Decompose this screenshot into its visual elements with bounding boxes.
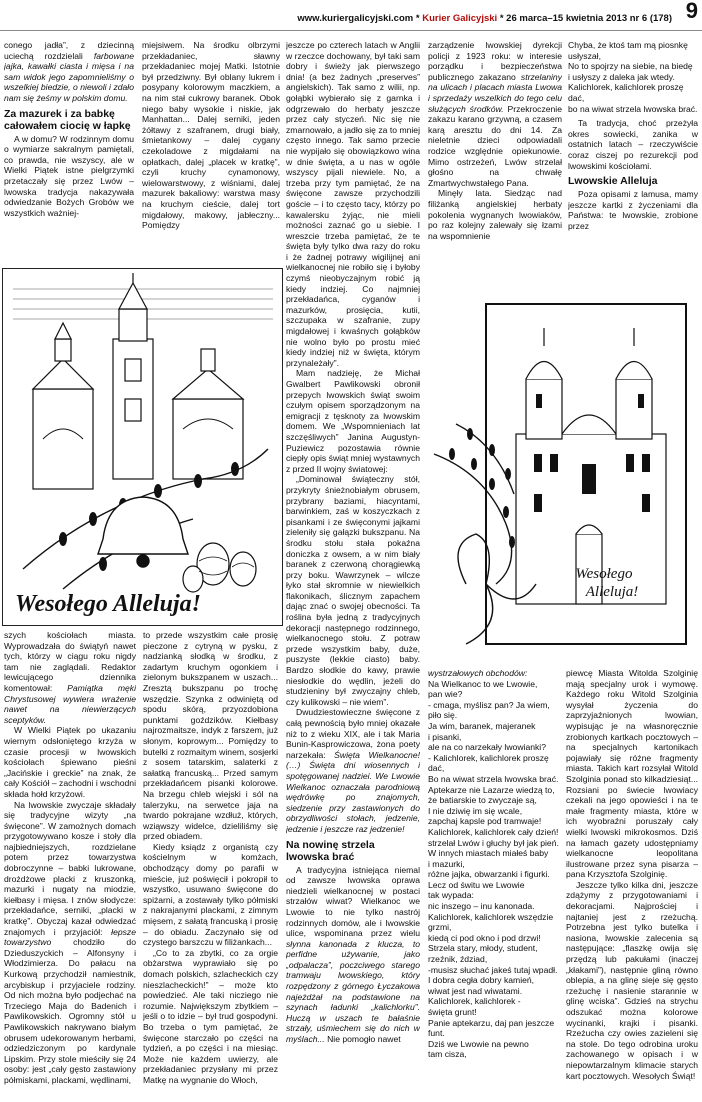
- illustration-caption: Wesołego Alleluja!: [15, 591, 201, 617]
- text: Na lwowskie zwyczaje składały się tradycyjne wizyty „na święcone”. W zamożnych domach przygotowywano kosze i stoły dla najbiedniejszych, rozdzielane potem przez towarzystwa dobroczynne – babki lukrowane, drożdżowe placki z kruszonką, mazurki i nugaty na miodzie, kiełbasy i mięsa. I znów słodycze: przekładańce, serniki, „placki w kratkę”. Obyczaj kazał odwiedzać znajomych i przyjaciół:: [4, 799, 136, 937]
- header-sep: *: [413, 13, 423, 24]
- paragraph: Ta tradycja, choć przeżyła okres sowiecki, zanika w ostatnich latach – rzeczywiście coraz ciszej po rezurekcji pod lwowskimi kościołami.: [568, 118, 698, 171]
- paragraph: [4, 800, 136, 1086]
- issue-info: * 26 marca–15 kwietnia 2013 nr 6 (178): [497, 13, 672, 24]
- easter-card-illustration-right: [426, 284, 698, 664]
- poem-verse: Na Wielkanoc to we Lwowie, pan wie? - cmaga, myślisz pan? Ja wiem, piło się. Ja wim, baranek, majeranek i pisanki, ale na co narzekały lwowianki? - Kalichlorek, kalichlorek proszę dać, Bo na wiwat strzela lwowska brać. Aptekarze nie Lazarze wiedzą to, że batiarskie to zwyczaje są, I nie dziwię im się wcale, zapchaj kapsle pod tramwaje! Kalichlorek, kalichlorek cały dzień! strzelał Lwów i głuchy był jak pień. W innych miastach miałeś baby i mazurki, różne jajka, obwarzanki i figurki. Lecz od świtu we Lwowie tak wypada: nic inszego – inu kanonada. Kalichlorek, kalichlorek wszędzie grzmi, kiedą ci pod okno i pod drzwi! Strzela stary, młody, student, rzeźnik, ździad, -musisz słuchać jakeś tutaj wpadł. I dobra cegła dobry kamień, wiwat jest nad wiwatami. Kalichlorek, kalichlorek - święta grunt! Panie aptekarzu, daj pan jeszcze funt. Dziś we Lwowie na pewno tam cisza,: [428, 678, 559, 1060]
- italic-text: łepsze towarzystwo: [4, 926, 136, 948]
- paragraph: Jeszcze tylko kilka dni, jeszcze zdążymy z przygotowaniami i dekoracjami. Najprościej i najtaniej jest z rzeżuchą. Potrzebna jest tylko butelka i nasiona, lwowskie zalecenia są następujące: „flaszkę owija się przędzą lub pakułami (inaczej „kłakami”), następnie gliną równo oblepia, a na glinę sieje się gęsto rzeżuchę i nasienie starannie w glinę wciska”. Gdzieś na strychu odszukać można kolorowe wycinanki, krajki i pisanki. Rzeżucha czy owies zazieleni się na stole. Do tego odrobina uroku zachowanego w opisach i w niepowtarzalnym klimacie starych kart pocztowych. Wesołych Świąt!: [566, 879, 698, 1081]
- paragraph: „Dominował świąteczny stół, przykryty śnieżnobiałym obrusem, przybrany baziami, hiacyntami, barwinkiem, zaś w koszyczkach z pisankami i ze święconymi jajkami zieleniły się gałązki bukszpanu. Na środku stołu stała pokaźna doniczka z owsem, a w nim biały baranek z czerwoną chorągiewką przy boku. Wawrzynek – wilcze łyko stał skromnie w niewielkich flakonikach, ślicznym zapachem dając znać o swojej obecności. Ta roślina była jedną z tradycyjnych dekoracji następnego rodzinnego, wielkanocnego stołu. Z potraw przede wszystkim baby, duże, puszyste (lekkie ciasto) baby. Bardzo słodkie do kawy, prawie niesłodkie do wędlin, jeżeli do studzieniny był zwyczajny chleb, czy kulikowski – nie wiem”.: [286, 474, 420, 707]
- page-header: [0, 0, 702, 28]
- paragraph: [286, 865, 420, 1045]
- text: A tradycyjna istniejąca niemal od zawsze lwowska oprawa niedzieli wielkanocnej w postaci strzałów wiwat? Wielkanoc we Lwowie to nie tylko nastrój rodzinnych domów, ale i lwowskie ulice, wspominana przez wielu: [286, 864, 420, 939]
- section-heading: Na nowinę strzela lwowska brać: [286, 838, 375, 863]
- paragraph: to przede wszystkim całe prosię pieczone z cytryną w pysku, z nadzianką słodką w środku, z zadartym kruchym ogonkiem i zielonym bukszpanem w uszach... Zresztą bukszpanu po trochę wszędzie. Szynka z odwiniętą od spodu skórą, przyozdobiona punktami goździków. Kiełbasy najrozmaitsze, indyk z farszem, już słonym, koprowym... Pomiędzy to butelki z rozmaitym winem, sosjerki z sosem tatarskim, salaterki z sałatką francuską... Przed samym przekładańcem pisanki kolorowe. Na brzegu chleb wiejski i sól na talerzyku, na serwetce jaja na twardo pokrajane wzdłuż, których, wziąwszy widelce, dzieliliśmy się przed obiadem.: [143, 630, 278, 842]
- text: conego jadła”, z dziecinną uciechą rozdzielali: [4, 40, 134, 61]
- text: Przekroczenie zakazu karano grzywną, a czasem karą aresztu do dni 14. Za nieletnie dzieci odpowiadali rodzice względnie opiekunowie. Mimo ostrzeżeń, Lwów strzelał głośno na chwałę Zmartwychwstałego Pana.: [428, 103, 562, 188]
- article-column-5-bottom: [566, 668, 698, 1098]
- paragraph: jeszcze po czterech latach w Anglii w rzeczce dochowany, był taki sam dobry i świeży jak pierwszego dnia! (a bez żadnych „preserves” angielskich). Tak samo z wilii, np. gołąbki wybierało się z garnka i odgrzewało do herbaty jeszcze przez cały styczeń. Nic się nie zmarnowało, a jadło się za to mniej często innego. Tak samo przecie nie wypijało się obowiązkowo wina w dnie święta, a u nas w ogóle wszyscy pijali niewiele. No, a trzeba przy tym pamiętać, że na święcone zawsze przychodzili goście – i to często tacy, którzy po kawalersku żyjąc, nie mieli możności zaznać go u siebie. I wreszcie trzeba pamiętać, że te święta były tylko dwa razy do roku i że żadnej potrawy wigilijnej ani wielkanocnej nie robiło się i byłoby czymś nieobyczajnym robić ją kiedy indziej. Co najmniej przekładańca, cyganów i mazurków, prosięcia, kutii, szczupaka w szafranie, zupy migdałowej i kwaśnych gołąbków nie wolno było po prostu mieć kiedy indziej niż w święta, którym przynależały”.: [286, 40, 420, 368]
- italic-text: Święta Wielkanocne! (…) Święta dni wiosennych i spotęgowanej nadziei. We Lwowie Wielkanoc oznaczała parodniową wędrówkę po znajomych, siedzenie przy zastawionych do obrzydliwości stołach, jedzenie, jedzenie i jeszcze raz jedzenie!: [286, 749, 420, 834]
- article-column-1-top: [4, 40, 134, 266]
- paragraph: [4, 630, 136, 725]
- article-column-2-bottom: [143, 630, 278, 1098]
- illustration-caption-line-2: Alleluja!: [585, 584, 639, 600]
- paragraph: Minęły lata. Siedząc nad filiżanką angielskiej herbaty pokolenia wygnanych lwowiaków, po raz kolejny zalewały się łzami na wspomnienie: [428, 188, 562, 241]
- paragraph: A w domu? W rodzinnym domu o wymiarze sakralnym pamiętali, co prawda, nie wszyscy, ale w Wielki Piątek istne pielgrzymki przetaczały się przez Lwów – lwowska tradycja nakazywała odwiedzanie Bożych Grobów we wszystkich ważniej-: [4, 133, 134, 218]
- section-heading: Za mazurek i za babkę całowałem ciocię w łapkę: [4, 107, 131, 132]
- easter-card-church-icon: [3, 269, 282, 625]
- article-column-2-top: [142, 40, 280, 266]
- paragraph: wystrzałowych obchodów:: [428, 668, 528, 678]
- text: Nie pomogło nawet: [324, 1034, 401, 1045]
- italic-text: Pamiątka męki Chrystusowej wywiera wrażenie nawet na niewierzących sceptyków.: [4, 682, 136, 725]
- page-number: 9: [685, 0, 698, 23]
- paragraph: [4, 40, 134, 104]
- article-column-4-bottom: [428, 668, 560, 1098]
- easter-card-illustration-left: [2, 268, 283, 626]
- header-rule: [0, 30, 702, 31]
- header-line: [297, 13, 672, 24]
- publication-name: Kurier Galicyjski: [422, 13, 498, 24]
- poem-verse: Chyba, że ktoś tam mą piosnkę usłyszał, No to spojrzy na siebie, na biedę i usłyszy z daleka jak wtedy. Kalichlorek, kalichlorek proszę dać, bo na wiwat strzela lwowska brać.: [568, 40, 698, 114]
- site-url[interactable]: www.kuriergalicyjski.com: [297, 13, 414, 24]
- paragraph: W Wielki Piątek po ukazaniu wiernym odsłoniętego krzyża w czasie procesji w lwowskich kościołach śpiewano pieśni „Jacińskie i greckie” na znak, że cały Kościół – zachodni i wschodni składa hołd krzyżowi.: [4, 725, 136, 799]
- article-column-3: [286, 40, 420, 1098]
- article-column-1-bottom: [4, 630, 136, 1098]
- text: chodziło do Dzieduszyckich – Alfonsyny i Włodzimierza. Do pałacu na Kurkową przychodził namiestnik, arcybiskup i przyjaciele rodziny. Od nich można było podjechać na Trzeciego Maja do Badenich i Pawlikowskich. Ogromny stół u Pawlikowskich nakrywano białym obrusem udekorowanym herbami, odziedziczonym po kardynale Lipskim. Przy stole mieściły się 24 osoby: jest „cały gęsto zastawiony półmiskami, plackami, wędlinami,: [4, 937, 136, 1085]
- paragraph: piewcę Miasta Witolda Szolginię mają specjalny urok i wymowę. Każdego roku Witold Szolginia wysyłał życzenia do zaprzyjaźnionych lwowian, wypisując je na własnoręcznie zrobionych kartkach pocztowych – na specjalnych kartonikach pojawiały się różne fragmenty miasta. Takich kart rozsyłał Witold Szolginia ponad sto kilkadziesiąt... Rozsiani po świecie lwowiacy czekali na jego opowieści i na te małe fragmenty miasta, które w ich wyobraźni poruszały cały wielki lwowski mikrokosmos. Dziś na łamach gazety udostępniamy wielkanocne leopolitana ilustrowane przez syna pisarza – pana Krzysztofa Szolginię.: [566, 668, 698, 880]
- text: zarządzenie lwowskiej dyrekcji policji z 1923 roku: w interesie porządku i bezpieczeństwa publicznego zakazano: [428, 40, 562, 82]
- illustration-caption-line-1: Wesołego: [575, 566, 633, 582]
- italic-text: strzelaniny na ulicach i placach miasta Lwowa i sprzedaży wszelkich do tego celu służących środków.: [428, 71, 562, 114]
- paragraph: [428, 40, 562, 188]
- article-column-4-top: [428, 40, 562, 280]
- italic-text: farbowane jajka, kawałki ciasta i mięsa i na sam widok jego zapomnieliśmy o wszelkiej biedzie, o niewoli i zdało nam się żeśmy w polskim domu.: [4, 50, 134, 103]
- paragraph: Poza opisami z lamusa, mamy jeszcze kartki z życzeniami dla Państwa: te lwowskie, zrobione przez: [568, 189, 698, 231]
- text: Dwudziestowieczne święcone z całą pewnością było mniej okazałe niż to z wieku XIX, ale i tak Maria Bunin-Kasprowiczowa, żona poety narzekała:: [286, 707, 420, 760]
- article-column-5-top: [568, 40, 698, 280]
- paragraph: miejsiwem. Na środku olbrzymi przekładaniec, sławny przekładaniec mojej Matki. Istotnie był przedziwny. Był oblany lukrem i posypany kolorowym maczkiem, a na nim stał cukrowy baranek. Obok niego baby wysokie i niskie, jak Manhattan... Dalej serniki, jeden żółtawy z szafranem, drugi biały, śmietankowy – dalej cygany czekoladowe z migdałami na opłatkach, dalej „placek w kratkę”, czyli kruchy cynamonowy, wielowarstwowy, z wiśniami, dalej mazurek bakaliowy: warstwa masy na kruchym cieście, dalej tort migdałowy, makowy, jabłeczny... Pomiędzy: [142, 40, 280, 231]
- paragraph: Kiedy ksiądz z organistą czy kościelnym w komżach, obchodzący domy po parafii w mieście, już poświęcił i pokropił to wszystko, usuwano święcone do spiżarni, a zostawały tylko półmiski z nakrajanymi plackami, z zimnym mięsem, z sałatą francuską i prosię – do obiadu. Zaczynało się od czystego barszczu w filiżankach...: [143, 841, 278, 948]
- text: szych kościołach miasta. Wyprowadzała do świątyń nawet tych, którzy w ciągu roku nigdy tam nie zaglądali. Redaktor lewicującego dziennika komentował:: [4, 630, 136, 693]
- easter-card-church-icon: [426, 284, 698, 664]
- section-heading: Lwowskie Alleluja: [568, 175, 658, 188]
- paragraph: „Co to za zbytki, co za orgie obżarstwa wyprawiało się po domach polskich, szlacheckich czy nieszlacheckich!” – może kto powiedzieć. Ale taki nicziego nie rozumie. Największym zbytkiem – jeśli o to idzie – był trud gospodyni. Bo trzeba o tym pamiętać, że święcone starczało po części na tydzień, a po części i na miesiąc. Może nie każdem uwierzy, ale przekładaniec przysłany mi przez Matkę na wygnanie do Włoch,: [143, 947, 278, 1085]
- paragraph: [286, 707, 420, 834]
- italic-text: słynna kanonada z klucza, to perfidne używanie, jako „odpalacza”, poczciwego starego tramwaju lwowskiego, który rozpędzony z górnego Łyczakowa najeżdżał na podstawione na szynach ładunki „kalichlorku”. Huczą w uszach te bałaśnie strzały, uśmiechem się do nich w myślach...: [286, 938, 420, 1045]
- paragraph: Mam nadzieję, że Michał Gwalbert Pawlikowski obronił przepych lwowskich świąt swoim czułym opisem sporządzonym na emigracji z tęsknoty za lwowskim domem. We „Wspomnieniach lat szczęśliwych” Janina Augustyn-Puziewicz pozostawia równie ciepły opis świąt mniej wystawnych z przed II wojny światowej:: [286, 368, 420, 474]
